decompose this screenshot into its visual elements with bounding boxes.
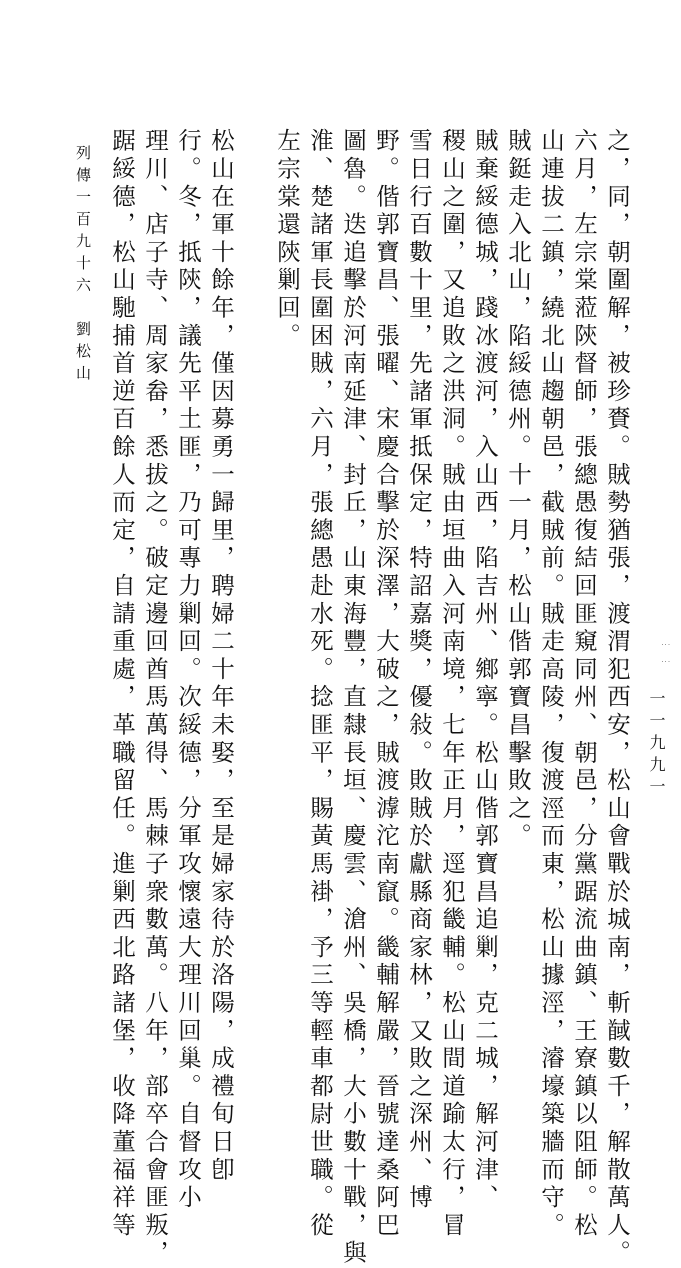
running-head: 列傳一百九十六 劉松山 — [74, 145, 92, 387]
text-column-8: 野。偕郭寶昌、張曜、宋慶合擊於深澤，大破之，賊渡滹沱南竄。畿輔解嚴，晉號達桑阿巴 — [372, 128, 400, 1240]
text-column-15: 理川、店子寺、周家畚，悉拔之。破定邊回酋馬萬得、馬棘子衆數萬。八年，部卒合會匪叛， — [141, 128, 169, 1268]
text-column-3: 山連拔二鎮，繞北山趨朝邑，截賊前。賊走高陵，復渡涇而東，松山據涇，濬壕築牆而守。 — [537, 128, 565, 1240]
text-column-2: 六月，左宗棠蒞陝督師，張總愚復結回匪窺同州、朝邑，分黨踞流曲鎮、王寮鎮以阻師。松 — [570, 128, 598, 1240]
text-column-11: 左宗棠還陝剿回。 — [273, 128, 301, 351]
text-column-4: 賊鋌走入北山，陷綏德州。十一月，松山偕郭寶昌擊敗之。 — [504, 128, 532, 851]
text-column-16: 踞綏德，松山馳捕首逆百餘人而定，自請重處，革職留任。進剿西北路諸堡，收降董福祥等 — [108, 128, 136, 1240]
edge-mark: ⋮⋮ — [660, 640, 670, 674]
text-column-6: 稷山之圍，又追敗之洪洞。賊由垣曲入河南境，七年正月，逕犯畿輔。松山間道踰太行，冒 — [438, 128, 466, 1240]
page-number: 一一九九一 — [647, 690, 666, 800]
text-column-5: 賊棄綏德城，踐冰渡河，入山西，陷吉州、鄉寧。松山偕郭寶昌追剿，克二城，解河津、 — [471, 128, 499, 1213]
text-column-9: 圖魯。迭追擊於河南延津、封丘，山東海豐，直隸長垣、慶雲、滄州、吳橋，大小數十戰，與 — [339, 128, 367, 1268]
text-column-7: 雪日行百數十里，先諸軍抵保定，特詔嘉獎，優敍。敗賊於獻縣商家林，又敗之深州、博 — [405, 128, 433, 1213]
text-column-13: 松山在軍十餘年，僅因募勇一歸里，聘婦二十年未娶，至是婦家待於洛陽，成禮旬日卽 — [207, 128, 235, 1185]
text-column-10: 淮、楚諸軍長圍困賊，六月，張總愚赴水死。捻匪平，賜黃馬褂，予三等輕車都尉世職。從 — [306, 128, 334, 1240]
text-column-1: 之，同，朝圍解，被珍賚。賊勢猶張，渡渭犯西安，松山會戰於城南，斬馘數千，解散萬人。 — [603, 128, 631, 1268]
text-column-14: 行。冬，抵陝，議先平土匪，乃可專力剿回。次綏德，分軍攻懷遠大理川回巢。自督攻小 — [174, 128, 202, 1213]
